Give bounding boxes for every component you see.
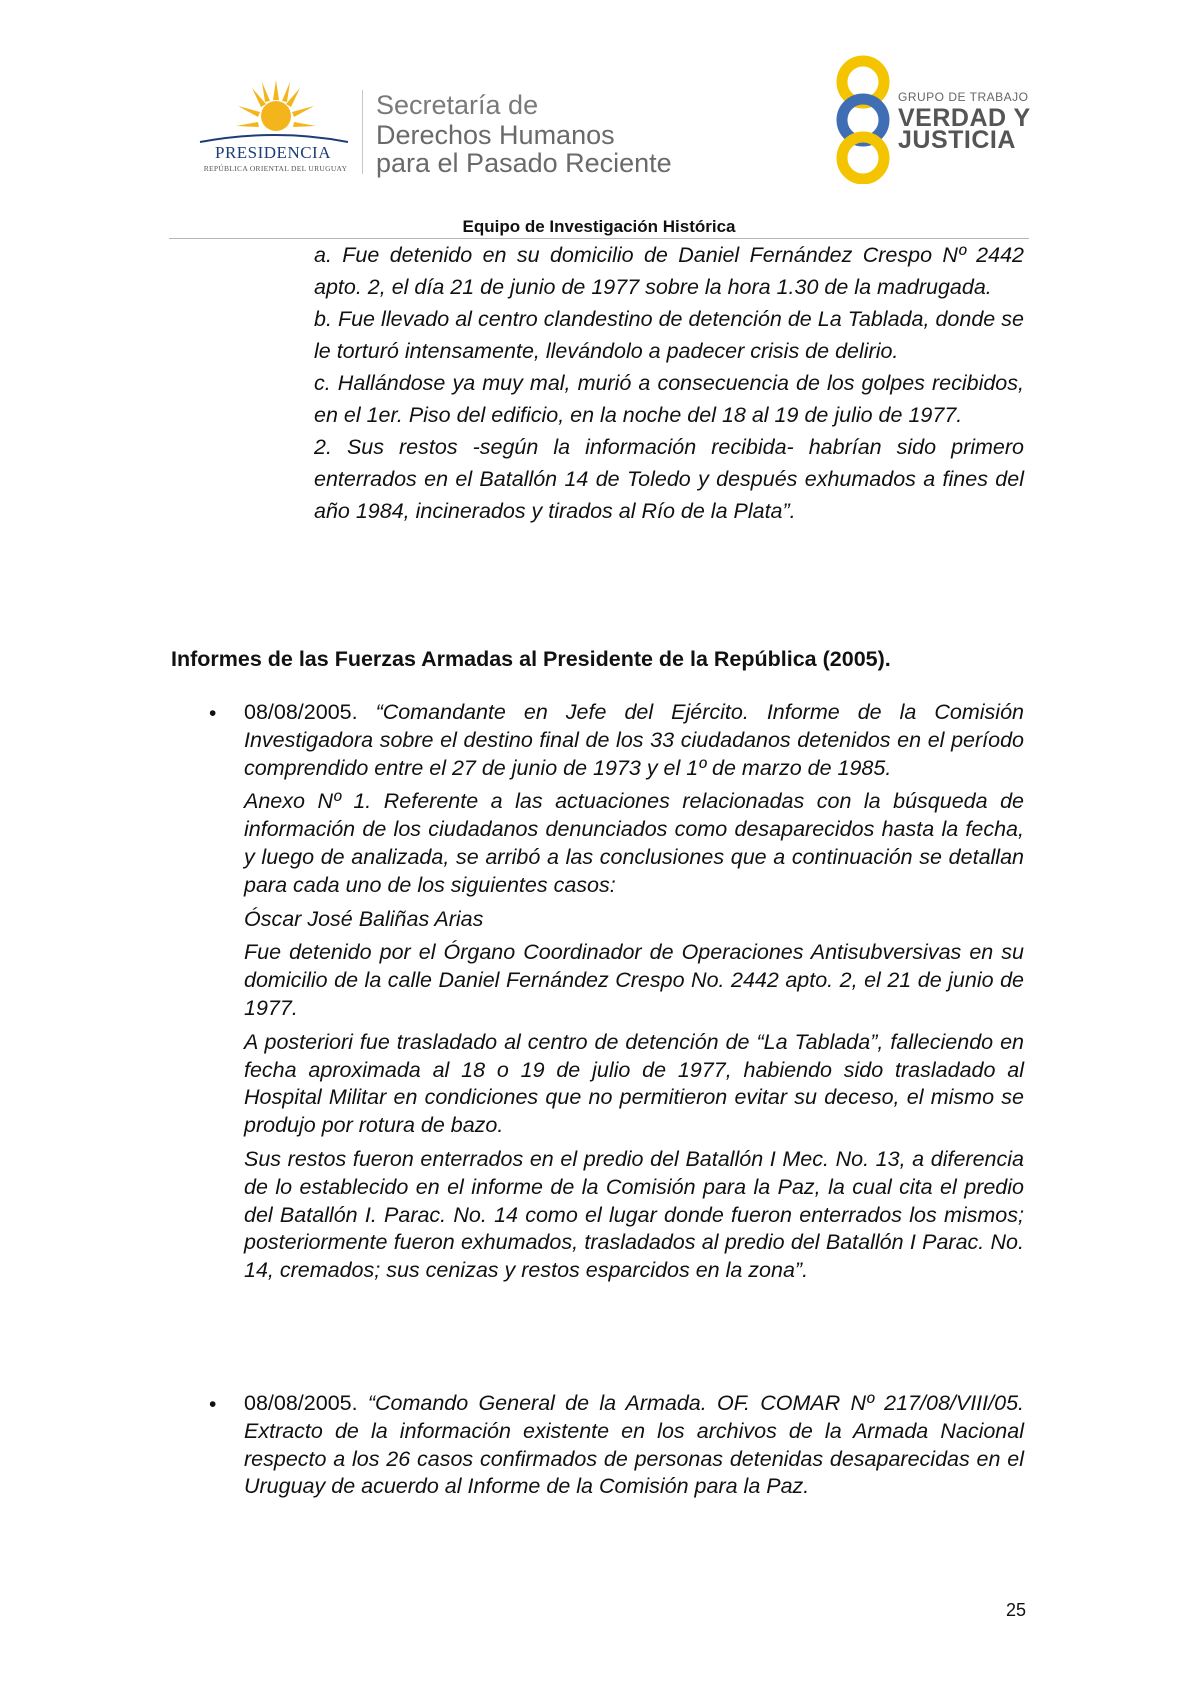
entry-heading xyxy=(244,1390,1024,1501)
report-entry xyxy=(244,1390,1024,1501)
gtvj-line-2: JUSTICIA xyxy=(898,126,1016,154)
entry-date: 08/08/2005. xyxy=(244,700,358,724)
page-header xyxy=(0,0,1190,240)
secretaria-line-1: Secretaría de xyxy=(376,90,539,120)
secretaria-line-3: para el Pasado Reciente xyxy=(376,148,672,178)
verdad-justicia-rings-logo xyxy=(818,54,908,184)
quote-block xyxy=(314,239,1024,527)
section-heading: Informes de las Fuerzas Armadas al Presidente de la República (2005). xyxy=(171,647,891,671)
secretaria-line-2: Derechos Humanos xyxy=(376,120,615,150)
entry-heading xyxy=(244,699,1024,782)
page-number: 25 xyxy=(1006,1600,1027,1620)
bullet-point: • xyxy=(209,702,217,725)
report-entry xyxy=(244,699,1024,1285)
presidencia-subtitle: REPÚBLICA ORIENTAL DEL URUGUAY xyxy=(203,164,348,173)
entry-date: 08/08/2005. xyxy=(244,1391,358,1415)
quote-paragraph: b. Fue llevado al centro clandestino de detención de La Tablada, donde se le torturó intensamente, llevándolo a padecer crisis de delirio. xyxy=(314,307,1024,363)
presidencia-sun-logo xyxy=(198,78,358,178)
entry-paragraph: Anexo Nº 1. Referente a las actuaciones relacionadas con la búsqueda de información de los ciudadanos denunciados como desaparecidos hasta la fecha, y luego de analizada, se arribó a las conclusiones que a continuación se detallan para cada uno de los siguientes casos: xyxy=(244,789,1024,897)
entry-title: “Comandante en Jefe del Ejército. Informe de la Comisión Investigadora sobre el destino final de los 33 ciudadanos detenidos en el período comprendido entre el 27 de junio de 1973 y el 1º de marzo de 1985. xyxy=(244,700,1024,780)
entry-paragraph: Sus restos fueron enterrados en el predio del Batallón I Mec. No. 13, a diferencia de lo establecido en el informe de la Comisión para la Paz, la cual cita el predio del Batallón I. Parac. No. 14 como el lugar donde fueron enterrados los mismos; posteriormente fueron exhumados, trasladados al predio del Batallón I Parac. No. 14, cremados; sus cenizas y restos esparcidos en la zona”. xyxy=(244,1146,1024,1283)
bullet-point: • xyxy=(209,1393,217,1416)
header-divider xyxy=(362,90,363,174)
entry-paragraph: Óscar José Baliñas Arias xyxy=(244,906,484,931)
quote-paragraph: a. Fue detenido en su domicilio de Daniel Fernández Crespo Nº 2442 apto. 2, el día 21 de junio de 1977 sobre la hora 1.30 de la madrugada. xyxy=(314,243,1024,299)
gtvj-small-label: GRUPO DE TRABAJO xyxy=(898,90,1029,104)
presidencia-title: PRESIDENCIA xyxy=(214,143,331,162)
team-title: Equipo de Investigación Histórica xyxy=(462,217,736,236)
entry-paragraph: A posteriori fue trasladado al centro de detención de “La Tablada”, falleciendo en fecha aproximada al 18 o 19 de julio de 1977, habiendo sido trasladado al Hospital Militar en condiciones que no permitieron evitar su deceso, el mismo se produjo por rotura de bazo. xyxy=(244,1029,1024,1138)
quote-paragraph: c. Hallándose ya muy mal, murió a consecuencia de los golpes recibidos, en el 1er. Piso del edificio, en la noche del 18 al 19 de julio de 1977. xyxy=(314,371,1024,427)
gtvj-line-1: VERDAD Y xyxy=(898,104,1031,132)
entry-paragraph: Fue detenido por el Órgano Coordinador de Operaciones Antisubversivas en su domicilio de la calle Daniel Fernández Crespo No. 2442 apto. 2, el 21 de junio de 1977. xyxy=(244,940,1024,1020)
entry-title: “Comando General de la Armada. OF. COMAR Nº 217/08/VIII/05. Extracto de la información existente en los archivos de la Armada Nacional respecto a los 26 casos confirmados de personas detenidas desaparecidas en el Uruguay de acuerdo al Informe de la Comisión para la Paz. xyxy=(244,1391,1024,1499)
quote-paragraph: 2. Sus restos -según la información recibida- habrían sido primero enterrados en el Batallón 14 de Toledo y después exhumados a fines del año 1984, incinerados y tirados al Río de la Plata”. xyxy=(314,435,1024,523)
